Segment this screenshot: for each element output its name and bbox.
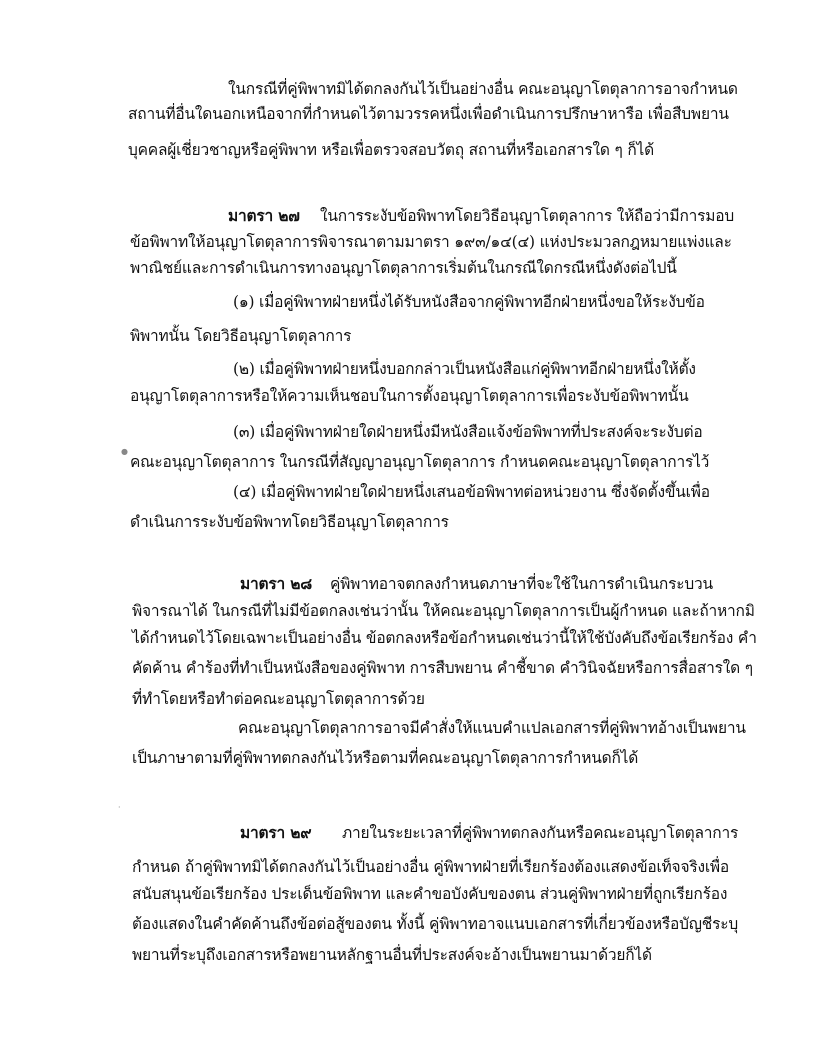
text-line: กำหนด ถ้าคู่พิพาทมิได้ตกลงกันไว้เป็นอย่างอื่น คู่พิพาทฝ่ายที่เรียกร้องต้องแสดงข้อเท็จจริงเพื่อ: [132, 858, 730, 876]
text-line: สนับสนุนข้อเรียกร้อง ประเด็นข้อพิพาท และคำขอบังคับของตน ส่วนคู่พิพาทฝ่ายที่ถูกเรียกร้อง: [132, 885, 728, 903]
text-line: คณะอนุญาโตตุลาการ ในกรณีที่สัญญาอนุญาโตตุลาการ กำหนดคณะอนุญาโตตุลาการไว้: [130, 453, 710, 471]
section-heading-28: มาตรา ๒๘: [240, 574, 312, 593]
text-line: สถานที่อื่นใดนอกเหนือจากที่กำหนดไว้ตามวรรคหนึ่งเพื่อดำเนินการปรึกษาหารือ เพื่อสืบพยาน: [128, 105, 729, 123]
text-line: บุคคลผู้เชี่ยวชาญหรือคู่พิพาท หรือเพื่อตรวจสอบวัตถุ สถานที่หรือเอกสารใด ๆ ก็ได้: [128, 141, 654, 159]
scan-speck: ●: [121, 447, 128, 456]
text-line: คู่พิพาทอาจตกลงกำหนดภาษาที่จะใช้ในการดำเนินกระบวน: [330, 575, 713, 593]
text-line: พยานที่ระบุถึงเอกสารหรือพยานหลักฐานอื่นที่ประสงค์จะอ้างเป็นพยานมาด้วยก็ได้: [132, 946, 652, 964]
text-line: ข้อพิพาทให้อนุญาโตตุลาการพิจารณาตามมาตรา ๑๙๓/๑๔(๔) แห่งประมวลกฎหมายแพ่งและ: [130, 233, 732, 251]
scan-speck: ·: [118, 803, 121, 812]
text-line: เป็นภาษาตามที่คู่พิพาทตกลงกันไว้หรือตามที่คณะอนุญาโตตุลาการกำหนดก็ได้: [132, 749, 639, 767]
text-line: (๔) เมื่อคู่พิพาทฝ่ายใดฝ่ายหนึ่งเสนอข้อพิพาทต่อหน่วยงาน ซึ่งจัดตั้งขึ้นเพื่อ: [233, 483, 710, 501]
text-line: พาณิชย์และการดำเนินการทางอนุญาโตตุลาการเริ่มต้นในกรณีใดกรณีหนึ่งดังต่อไปนี้: [130, 259, 677, 277]
text-line: ดำเนินการระงับข้อพิพาทโดยวิธีอนุญาโตตุลาการ: [130, 513, 449, 531]
text-line: ในการระงับข้อพิพาทโดยวิธีอนุญาโตตุลาการ ให้ถือว่ามีการมอบ: [320, 207, 735, 225]
text-line: ภายในระยะเวลาที่คู่พิพาทตกลงกันหรือคณะอนุญาโตตุลาการ: [342, 824, 739, 842]
text-line: คัดค้าน คำร้องที่ทำเป็นหนังสือของคู่พิพาท การสืบพยาน คำชี้ขาด คำวินิจฉัยหรือการสื่อสารใด ๆ: [132, 659, 753, 677]
text-line: ได้กำหนดไว้โดยเฉพาะเป็นอย่างอื่น ข้อตกลงหรือข้อกำหนดเช่นว่านี้ให้ใช้บังคับถึงข้อเรียกร้อง คำ: [132, 629, 757, 647]
section-heading-29: มาตรา ๒๙: [240, 823, 312, 842]
text-line: (๑) เมื่อคู่พิพาทฝ่ายหนึ่งได้รับหนังสือจากคู่พิพาทอีกฝ่ายหนึ่งขอให้ระงับข้อ: [233, 293, 705, 311]
text-line: (๒) เมื่อคู่พิพาทฝ่ายหนึ่งบอกกล่าวเป็นหนังสือแก่คู่พิพาทอีกฝ่ายหนึ่งให้ตั้ง: [233, 360, 696, 378]
text-line: คณะอนุญาโตตุลาการอาจมีคำสั่งให้แนบคำแปลเอกสารที่คู่พิพาทอ้างเป็นพยาน: [238, 719, 746, 737]
text-line: พิจารณาได้ ในกรณีที่ไม่มีข้อตกลงเช่นว่านั้น ให้คณะอนุญาโตตุลาการเป็นผู้กำหนด และถ้าหากมิ: [132, 602, 755, 620]
text-line: อนุญาโตตุลาการหรือให้ความเห็นชอบในการตั้งอนุญาโตตุลาการเพื่อระงับข้อพิพาทนั้น: [130, 387, 689, 405]
text-line: ที่ทำโดยหรือทำต่อคณะอนุญาโตตุลาการด้วย: [132, 690, 425, 708]
text-line: ในกรณีที่คู่พิพาทมิได้ตกลงกันไว้เป็นอย่างอื่น คณะอนุญาโตตุลาการอาจกำหนด: [228, 80, 738, 98]
section-heading-27: มาตรา ๒๗: [228, 206, 300, 225]
text-line: พิพาทนั้น โดยวิธีอนุญาโตตุลาการ: [130, 327, 352, 345]
text-line: (๓) เมื่อคู่พิพาทฝ่ายใดฝ่ายหนึ่งมีหนังสือแจ้งข้อพิพาทที่ประสงค์จะระงับต่อ: [233, 423, 703, 441]
text-line: ต้องแสดงในคำคัดค้านถึงข้อต่อสู้ของตน ทั้งนี้ คู่พิพาทอาจแนบเอกสารที่เกี่ยวข้องหรือบัญชีระบุ: [132, 915, 739, 933]
